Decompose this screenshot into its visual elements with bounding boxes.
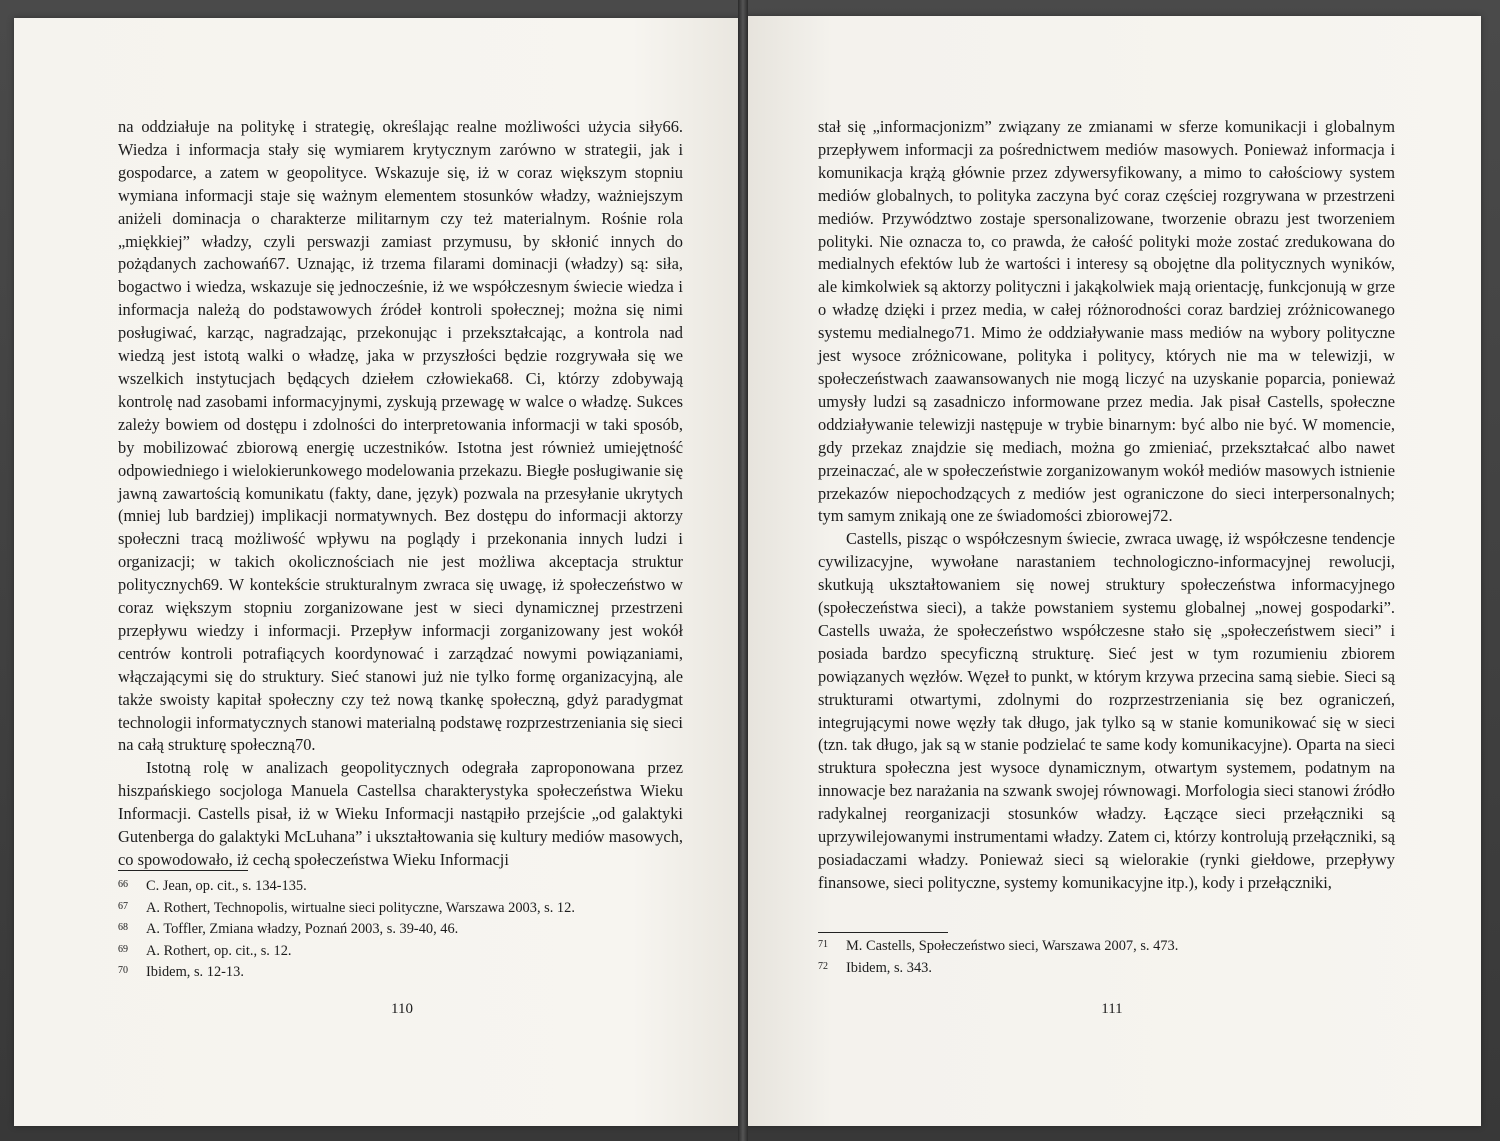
footnote-71 — [818, 936, 1395, 958]
left-footnote-rule — [118, 870, 248, 871]
footnote-text: M. Castells, Społeczeństwo sieci, Warszawa 2007, s. 473. — [846, 938, 1179, 954]
page-number-left: 110 — [391, 1001, 413, 1017]
footnote-text: Ibidem, s. 343. — [846, 959, 932, 976]
footnote-72 — [818, 958, 1395, 980]
page-number-right: 111 — [1101, 1001, 1123, 1017]
footnote-text: Ibidem, s. 12-13. — [146, 964, 244, 981]
right-paragraph-2: Castells, pisząc o współczesnym świecie, zwraca uwagę, iż współczesne tendencje cywilizacyjne, wywołane narastaniem technologiczno-informacyjnej rewolucji, skutkują ukształtowaniem się nowej struktury społeczeństwa informacyjnego (społeczeństwa sieci), a także powstaniem systemu globalnej „nowej gospodarki”. Castells uważa, że społeczeństwo współczesne stało się „społeczeństwem sieci” i posiada bardzo specyficzną strukturę. Sieć jest w tym rozumieniu zbiorem powiązanych węzłów. Węzeł to punkt, w którym krzywa przecina samą siebie. Sieci są strukturami otwartymi, zdolnymi do rozprzestrzeniania się bez ograniczeń, integrującymi nowe węzły tak długo, jak tylko są w stanie komunikować się w sieci (tzn. tak długo, jak są w stanie podzielać te same kody komunikacyjne). Oparta na sieci struktura społeczna jest wysoce dynamicznym, otwartym systemem, podatnym na innowacje bez narażania na szwank swojej równowagi. Morfologia sieci stanowi źródło radykalnej reorganizacji stosunków władzy. Łączące sieci przełączniki są uprzywilejowanymi instrumentami władzy. Zatem ci, którzy kontrolują przełączniki, są posiadaczami władzy. Ponieważ sieci są wielorakie (rynki giełdowe, przepływy finansowe, sieci polityczne, systemy komunikacyjne itp.), kody i przełączniki, — [818, 529, 1395, 892]
right-page-body — [818, 116, 1395, 895]
footnote-number: 68 — [118, 922, 128, 934]
left-paragraph-1: na oddziałuje na politykę i strategię, określając realne możliwości użycia siły66. Wiedza i informacja stały się wymiarem krytycznym zarówno w strategii, jak i gospodarce, a zatem w geopolityce. Wskazuje się, iż w coraz większym stopniu wymiana informacji staje się ważnym elementem stosunków władzy, ważniejszym aniżeli dominacja o charakterze militarnym czy też materialnym. Rośnie rola „miękkiej” władzy, czyli perswazji zamiast przymusu, by skłonić innych do pożądanych zachowań67. Uznając, iż trzema filarami dominacji (władzy) są: siła, bogactwo i wiedza, wskazuje się jednocześnie, iż we współczesnym świecie wiedza i informacja należą do podstawowych źródeł kontroli społecznej; można się nimi posługiwać, karząc, nagradzając, przekonując i przekształcając, a kontrola nad wiedzą jest istotą walki o władzę, jaka w przyszłości będzie rozgrywała się we wszelkich instytucjach będących dziełem człowieka68. Ci, którzy zdobywają kontrolę nad zasobami informacyjnymi, zyskują przewagę w walce o władzę. Sukces zależy bowiem od dostępu i zdolności do interpretowania informacji w taki sposób, by mobilizować zbiorową energię uczestników. Istotna jest również umiejętność odpowiedniego i wielokierunkowego modelowania przekazu. Biegłe posługiwanie się jawną zawartością komunikatu (fakty, dane, język) pozwala na przesyłanie ukrytych (mniej lub bardziej) implikacji normatywnych. Bez dostępu do informacji aktorzy społeczni tracą możliwość wpływu na poglądy i przekonania innych ludzi i organizacji; w takich okolicznościach nie jest możliwa akceptacja struktur politycznych69. W kontekście strukturalnym zwraca się uwagę, iż społeczeństwo w coraz większym stopniu zorganizowane jest w sieci dynamicznej przestrzeni przepływu wiedzy i informacji. Przepływ informacji zorganizowany jest wokół centrów kontroli potrafiących koordynować i zarządzać nowymi powiązaniami, włączającymi się do struktury. Sieć stanowi już nie tylko formę organizacyjną, ale także swoisty kapitał społeczny czy też nową tkankę społeczną, gdyż paradygmat technologii informatycznych stanowi materialną podstawę rozprzestrzeniania się sieci na całą strukturę społeczną70. — [118, 117, 683, 755]
left-paragraph-2: Istotną rolę w analizach geopolitycznych odegrała zaproponowana przez hiszpańskiego socjologa Manuela Castellsa charakterystyka społeczeństwa Wieku Informacji. Castells pisał, iż w Wieku Informacji nastąpiło przejście „od galaktyki Gutenberga do galaktyki McLuhana” i ukształtowania się kultury mediów masowych, co spowodowało, iż cechą społeczeństwa Wieku Informacji — [118, 758, 683, 869]
footnote-number: 70 — [118, 965, 128, 977]
footnote-number: 71 — [818, 939, 828, 950]
footnote-text: A. Toffler, Zmiana władzy, Poznań 2003, s. 39-40, 46. — [146, 921, 459, 938]
footnote-text: A. Rothert, op. cit., s. 12. — [146, 942, 292, 959]
left-footnotes — [118, 876, 683, 984]
footnote-text: A. Rothert, Technopolis, wirtualne sieci polityczne, Warszawa 2003, s. 12. — [146, 899, 575, 916]
footnote-number: 67 — [118, 900, 128, 912]
book-spine — [738, 0, 748, 1141]
footnote-66 — [118, 876, 683, 898]
footnote-69 — [118, 941, 683, 963]
right-footnotes — [818, 936, 1395, 979]
footnote-number: 69 — [118, 943, 128, 955]
footnote-67 — [118, 898, 683, 920]
right-footnote-rule — [818, 932, 948, 933]
footnote-70 — [118, 962, 683, 984]
footnote-text: C. Jean, op. cit., s. 134-135. — [146, 878, 307, 894]
footnote-number: 66 — [118, 879, 128, 890]
footnote-number: 72 — [818, 960, 828, 972]
footnote-68 — [118, 919, 683, 941]
right-paragraph-1: stał się „informacjonizm” związany ze zmianami w sferze komunikacji i globalnym przepływem informacji za pośrednictwem mediów masowych. Ponieważ informacja i komunikacja krążą głównie przez zdywersyfikowany, a mimo to całościowy system mediów globalnych, to polityka zaczyna być coraz częściej rozgrywana w przestrzeni mediów. Przywództwo zostaje spersonalizowane, tworzenie obrazu jest tworzeniem polityki. Nie oznacza to, co prawda, że całość polityki może zostać zredukowana do medialnych efektów lub że wartości i interesy są obojętne dla politycznych wyników, ale kimkolwiek są aktorzy polityczni i jakąkolwiek mają orientację, funkcjonują w grze o władzę dzięki i przez media, w całej różnorodności coraz bardziej zróżnicowanego systemu medialnego71. Mimo że oddziaływanie mass mediów na wybory polityczne jest wysoce zróżnicowane, polityka i politycy, których nie ma w telewizji, w społeczeństwach zaawansowanych nie mogą liczyć na uzyskanie poparcia, ponieważ umysły ludzi są zasadniczo informowane przez media. Jak pisał Castells, społeczne oddziaływanie telewizji następuje w trybie binarnym: być albo nie być. W momencie, gdy przekaz znajdzie się mediach, można go zmieniać, przekształcać albo nawet przeinaczać, ale w społeczeństwie zorganizowanym wokół mediów masowych istnienie przekazów niepochodzących z mediów jest ograniczone do sieci interpersonalnych; tym samym znikają one ze świadomości zbiorowej72. — [818, 117, 1395, 526]
left-page-body — [118, 116, 683, 872]
